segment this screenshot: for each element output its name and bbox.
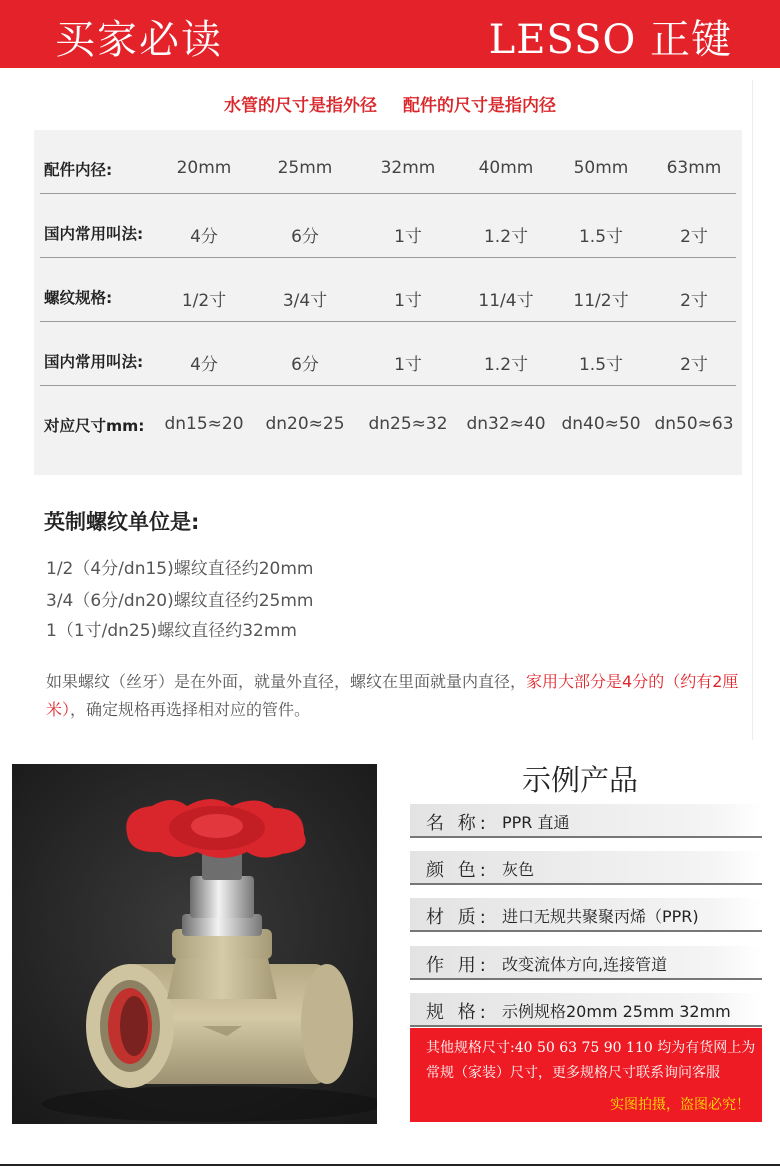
row-label: 国内常用叫法: — [44, 225, 144, 243]
size-table — [34, 130, 742, 475]
table-cell: 3/4寸 — [282, 291, 328, 311]
stock-notice-text: 其他规格尺寸:40 50 63 75 90 110 均为有货网上为常规（家装）尺寸，更多规格尺寸联系询问客服 — [426, 1040, 756, 1081]
product-photo — [12, 764, 377, 1124]
table-cell: 1寸 — [394, 355, 422, 375]
thread-info-line: 1/2（4分/dn15)螺纹直径约20mm — [46, 559, 314, 579]
table-cell: 11/4寸 — [478, 291, 534, 311]
table-cell: dn15≈20 — [164, 414, 244, 434]
table-cell: 32mm — [380, 158, 436, 178]
spec-row-size — [410, 993, 762, 1027]
thread-info-line: 3/4（6分/dn20)螺纹直径约25mm — [46, 591, 314, 611]
spec-key: 颜 色: — [426, 860, 490, 881]
table-cell: 1.5寸 — [578, 227, 624, 247]
page-edge-divider — [752, 80, 753, 740]
table-cell: 6分 — [291, 227, 319, 247]
subtitle-fitting-size: 配件的尺寸是指内径 — [402, 96, 556, 116]
table-cell: 40mm — [478, 158, 534, 178]
subtitle-pipe-size: 水管的尺寸是指外径 — [224, 96, 378, 116]
table-cell: dn32≈40 — [466, 414, 546, 434]
row-label: 配件内径: — [44, 161, 113, 179]
size-subtitle — [0, 91, 780, 116]
spec-row-name — [410, 804, 762, 838]
table-row — [40, 386, 734, 450]
spec-row-material — [410, 898, 762, 932]
note-tail: ，确定规格再选择相对应的管件。 — [70, 700, 311, 719]
table-cell: dn40≈50 — [561, 414, 641, 434]
spec-key: 作 用: — [426, 955, 490, 976]
table-cell: dn25≈32 — [368, 414, 448, 434]
table-cell: dn20≈25 — [265, 414, 345, 434]
spec-row-color — [410, 851, 762, 885]
measurement-note — [46, 668, 746, 724]
table-cell: 1/2寸 — [181, 291, 227, 311]
table-cell: dn50≈63 — [654, 414, 734, 434]
row-label: 对应尺寸mm: — [44, 417, 145, 435]
note-highlight: 家用大部分是4分的（约有2厘米） — [46, 672, 739, 719]
spec-row-function — [410, 946, 762, 980]
table-cell: 1.5寸 — [578, 355, 624, 375]
row-label: 国内常用叫法: — [44, 353, 144, 371]
header-brand-title: LESSO 正键 — [488, 17, 732, 63]
spec-key: 名 称: — [426, 813, 490, 834]
spec-key: 材 质: — [426, 907, 490, 928]
spec-value: 改变流体方向,连接管道 — [502, 955, 668, 974]
table-cell: 1.2寸 — [483, 355, 529, 375]
bottom-divider — [0, 1164, 780, 1166]
table-row — [40, 194, 730, 258]
note-text: 如果螺纹（丝牙）是在外面，就量外直径，螺纹在里面就量内直径， — [46, 672, 527, 691]
table-cell: 20mm — [176, 158, 232, 178]
table-cell: 11/2寸 — [573, 291, 629, 311]
spec-value: 进口无规共聚聚丙烯（PPR) — [502, 907, 699, 926]
table-cell: 50mm — [573, 158, 629, 178]
table-cell: 63mm — [666, 158, 722, 178]
table-row — [40, 322, 730, 386]
sample-product-title: 示例产品 — [521, 763, 638, 797]
header-banner — [0, 0, 780, 68]
spec-value: 灰色 — [502, 860, 535, 879]
valve-illustration — [12, 764, 377, 1124]
table-cell: 1.2寸 — [483, 227, 529, 247]
table-cell: 1寸 — [394, 227, 422, 247]
table-cell: 6分 — [291, 355, 319, 375]
header-title-left: 买家必读 — [55, 17, 223, 63]
copyright-warning: 实图拍摄，盗图必究！ — [610, 1097, 750, 1113]
table-row — [40, 130, 730, 194]
spec-value: 示例规格20mm 25mm 32mm — [502, 1002, 731, 1021]
stock-notice-box — [410, 1028, 762, 1122]
table-cell: 2寸 — [680, 227, 708, 247]
spec-value: PPR 直通 — [502, 813, 570, 832]
row-label: 螺纹规格: — [44, 289, 113, 307]
table-cell: 25mm — [277, 158, 333, 178]
table-row — [40, 258, 730, 322]
table-cell: 2寸 — [680, 355, 708, 375]
spec-key: 规 格: — [426, 1002, 490, 1023]
table-cell: 2寸 — [680, 291, 708, 311]
table-cell: 4分 — [190, 227, 218, 247]
thread-info-line: 1（1寸/dn25)螺纹直径约32mm — [46, 621, 297, 641]
table-cell: 1寸 — [394, 291, 422, 311]
table-cell: 4分 — [190, 355, 218, 375]
thread-section-title: 英制螺纹单位是: — [44, 510, 200, 534]
